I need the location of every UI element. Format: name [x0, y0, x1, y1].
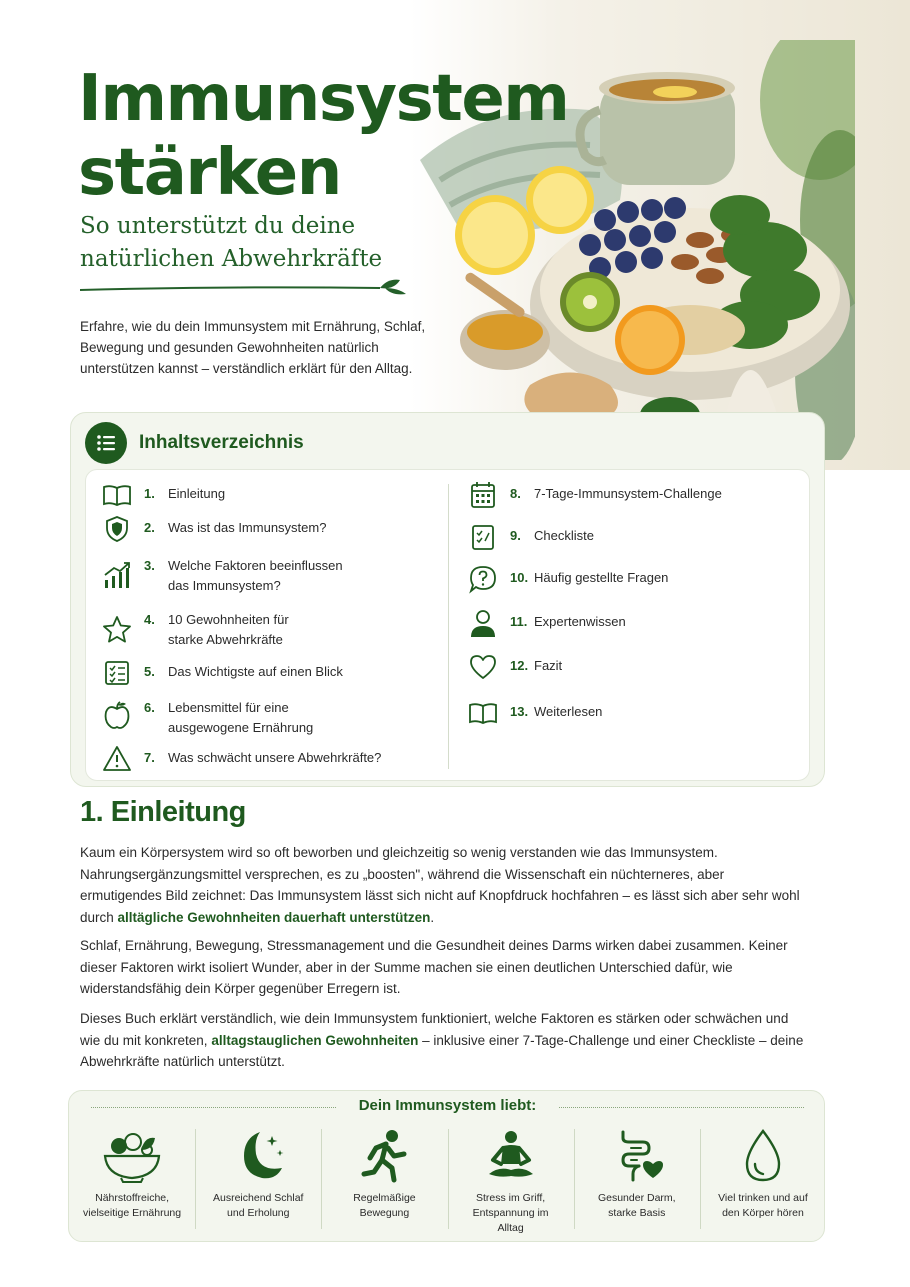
loves-item-hydration — [700, 1121, 826, 1239]
subtitle-line-2: natürlichen Abwehrkräfte — [80, 246, 383, 272]
salad-bowl-icon — [101, 1125, 163, 1187]
shield-icon — [100, 514, 134, 544]
toc-item-7[interactable] — [100, 744, 440, 780]
person-icon — [466, 608, 500, 638]
warning-icon — [100, 744, 134, 774]
question-bubble-icon — [466, 564, 500, 594]
hero-section — [0, 0, 910, 470]
heart-icon — [466, 652, 500, 682]
toc-item-3[interactable] — [100, 552, 440, 606]
toc-label: 7-Tage-Immunsystem-Challenge — [534, 486, 722, 501]
paragraph-text: – inklusive einer 7-Tage-Challenge und einer Checkliste – deine Abwehrkräfte natürlich unterstützt. — [80, 1032, 804, 1069]
toc-label: Das Wichtigste auf einen Blick — [168, 664, 343, 679]
toc-item-6[interactable] — [100, 694, 440, 744]
toc-num: 1. — [144, 486, 155, 501]
toc-label: Was schwächt unsere Abwehrkräfte? — [168, 750, 382, 765]
toc-title: Inhaltsverzeichnis — [139, 432, 304, 453]
toc-label: Welche Faktoren beeinflussen das Immunsystem? — [168, 558, 343, 593]
moon-icon — [230, 1125, 286, 1187]
highlight-text: alltägliche Gewohnheiten dauerhaft unterstützen — [117, 909, 431, 925]
paragraph-text: Dieses Buch erklärt verständlich, wie dein Immunsystem funktioniert, welche Faktoren es stärken oder schwächen und wie du mit konkreten, — [80, 1011, 789, 1048]
toc-item-5[interactable] — [100, 658, 440, 694]
open-book-icon — [466, 698, 500, 728]
meditation-icon — [483, 1125, 539, 1187]
loves-title-row — [69, 1097, 826, 1119]
star-icon — [100, 606, 134, 652]
page-subtitle — [80, 210, 420, 276]
toc-label: Einleitung — [168, 486, 226, 501]
title-line-2: stärken — [78, 136, 341, 210]
toc-column-left — [100, 480, 440, 780]
toc-list-panel — [85, 469, 810, 781]
loves-label: Viel trinken und auf den Körper hören — [718, 1192, 808, 1219]
toc-header — [85, 421, 304, 465]
clipboard-check-icon — [466, 522, 500, 552]
growth-chart-icon — [100, 552, 134, 598]
toc-label: Checkliste — [534, 528, 594, 543]
subtitle-line-1: So unterstützt du deine — [80, 213, 356, 239]
water-drop-icon — [743, 1125, 783, 1187]
paragraph-text: . — [430, 909, 435, 925]
intro-paragraph-2: Schlaf, Ernährung, Bewegung, Stressmanagement und die Gesundheit deines Darms wirken dabei zusammen. Keiner dieser Faktoren wirkt isoliert Wunder, aber in der Summe machen sie einen deutlichen Unterschied dafür, wie widerstandsfähig dein Körper gegenüber Erregern ist. — [80, 938, 788, 996]
toc-item-10[interactable] — [466, 564, 796, 608]
loves-item-sleep — [195, 1121, 321, 1239]
intro-paragraph-3 — [80, 1008, 805, 1073]
toc-label: Häufig gestellte Fragen — [534, 570, 669, 585]
toc-item-9[interactable] — [466, 522, 796, 564]
toc-num: 5. — [144, 664, 155, 679]
book-icon — [100, 480, 134, 510]
apple-icon — [100, 694, 134, 736]
toc-num: 4. — [144, 612, 155, 627]
loves-label: Regelmäßige Bewegung — [353, 1192, 416, 1219]
toc-item-12[interactable] — [466, 652, 796, 698]
paragraph-text: Kaum ein Körpersystem wird so oft beworben und gleichzeitig so wenig verstanden wie das Immunsystem. Nahrungsergänzungsmittel versprechen, es zu „boosten", während die Wissenschaft ein nüchterneres, aber ermutigendes Bild zeichnet: Das Immunsystem lässt sich nicht auf Knopfdruck hochfahren – es lässt sich aber sehr wohl durch — [80, 845, 800, 925]
toc-num: 2. — [144, 520, 155, 535]
loves-item-nutrition — [69, 1121, 195, 1239]
toc-num: 12. — [510, 658, 529, 673]
immune-loves-panel — [68, 1090, 825, 1242]
toc-item-11[interactable] — [466, 608, 796, 652]
loves-label: Ausreichend Schlaf und Erholung — [213, 1192, 304, 1219]
table-of-contents — [70, 412, 825, 787]
gut-icon — [609, 1125, 665, 1187]
loves-item-gut — [574, 1121, 700, 1239]
runner-icon — [356, 1125, 412, 1187]
toc-item-1[interactable] — [100, 480, 440, 514]
toc-column-divider — [448, 484, 449, 769]
toc-num: 8. — [510, 486, 521, 501]
loves-title: Dein Immunsystem liebt: — [358, 1097, 537, 1114]
loves-item-exercise — [321, 1121, 447, 1239]
leaf-divider-icon — [80, 276, 415, 296]
toc-item-2[interactable] — [100, 514, 440, 552]
title-line-1: Immunsystem — [78, 62, 569, 136]
toc-num: 13. — [510, 704, 529, 719]
toc-label: Lebensmittel für eine ausgewogene Ernährung — [168, 700, 314, 735]
highlight-text: alltagstauglichen Gewohnheiten — [211, 1032, 419, 1048]
toc-num: 6. — [144, 700, 155, 715]
loves-label: Stress im Griff, Entspannung im Alltag — [472, 1192, 549, 1234]
toc-item-8[interactable] — [466, 480, 796, 522]
page-title — [78, 62, 568, 210]
loves-label: Gesunder Darm, starke Basis — [597, 1192, 676, 1219]
toc-num: 9. — [510, 528, 521, 543]
intro-text: Erfahre, wie du dein Immunsystem mit Ernährung, Schlaf, Bewegung und gesunden Gewohnheiten natürlich unterstützen kannst – verständlich erklärt für den Alltag. — [80, 319, 426, 376]
toc-label: Expertenwissen — [534, 614, 626, 629]
toc-column-right — [466, 480, 796, 738]
toc-item-13[interactable] — [466, 698, 796, 738]
toc-num: 10. — [510, 570, 529, 585]
calendar-icon — [466, 480, 500, 510]
toc-label: Weiterlesen — [534, 704, 603, 719]
loves-label: Nährstoffreiche, vielseitige Ernährung — [83, 1192, 182, 1219]
loves-items — [69, 1121, 826, 1239]
toc-num: 7. — [144, 750, 155, 765]
toc-item-4[interactable] — [100, 606, 440, 658]
section-heading-einleitung: 1. Einleitung — [80, 796, 246, 828]
checklist-icon — [100, 658, 134, 688]
loves-item-stress — [448, 1121, 574, 1239]
toc-label: Fazit — [534, 658, 563, 673]
toc-num: 3. — [144, 558, 155, 573]
toc-label: 10 Gewohnheiten für starke Abwehrkräfte — [168, 612, 289, 647]
toc-num: 11. — [510, 614, 528, 629]
intro-paragraph-1 — [80, 842, 805, 928]
list-icon — [85, 422, 127, 464]
toc-label: Was ist das Immunsystem? — [168, 520, 327, 535]
